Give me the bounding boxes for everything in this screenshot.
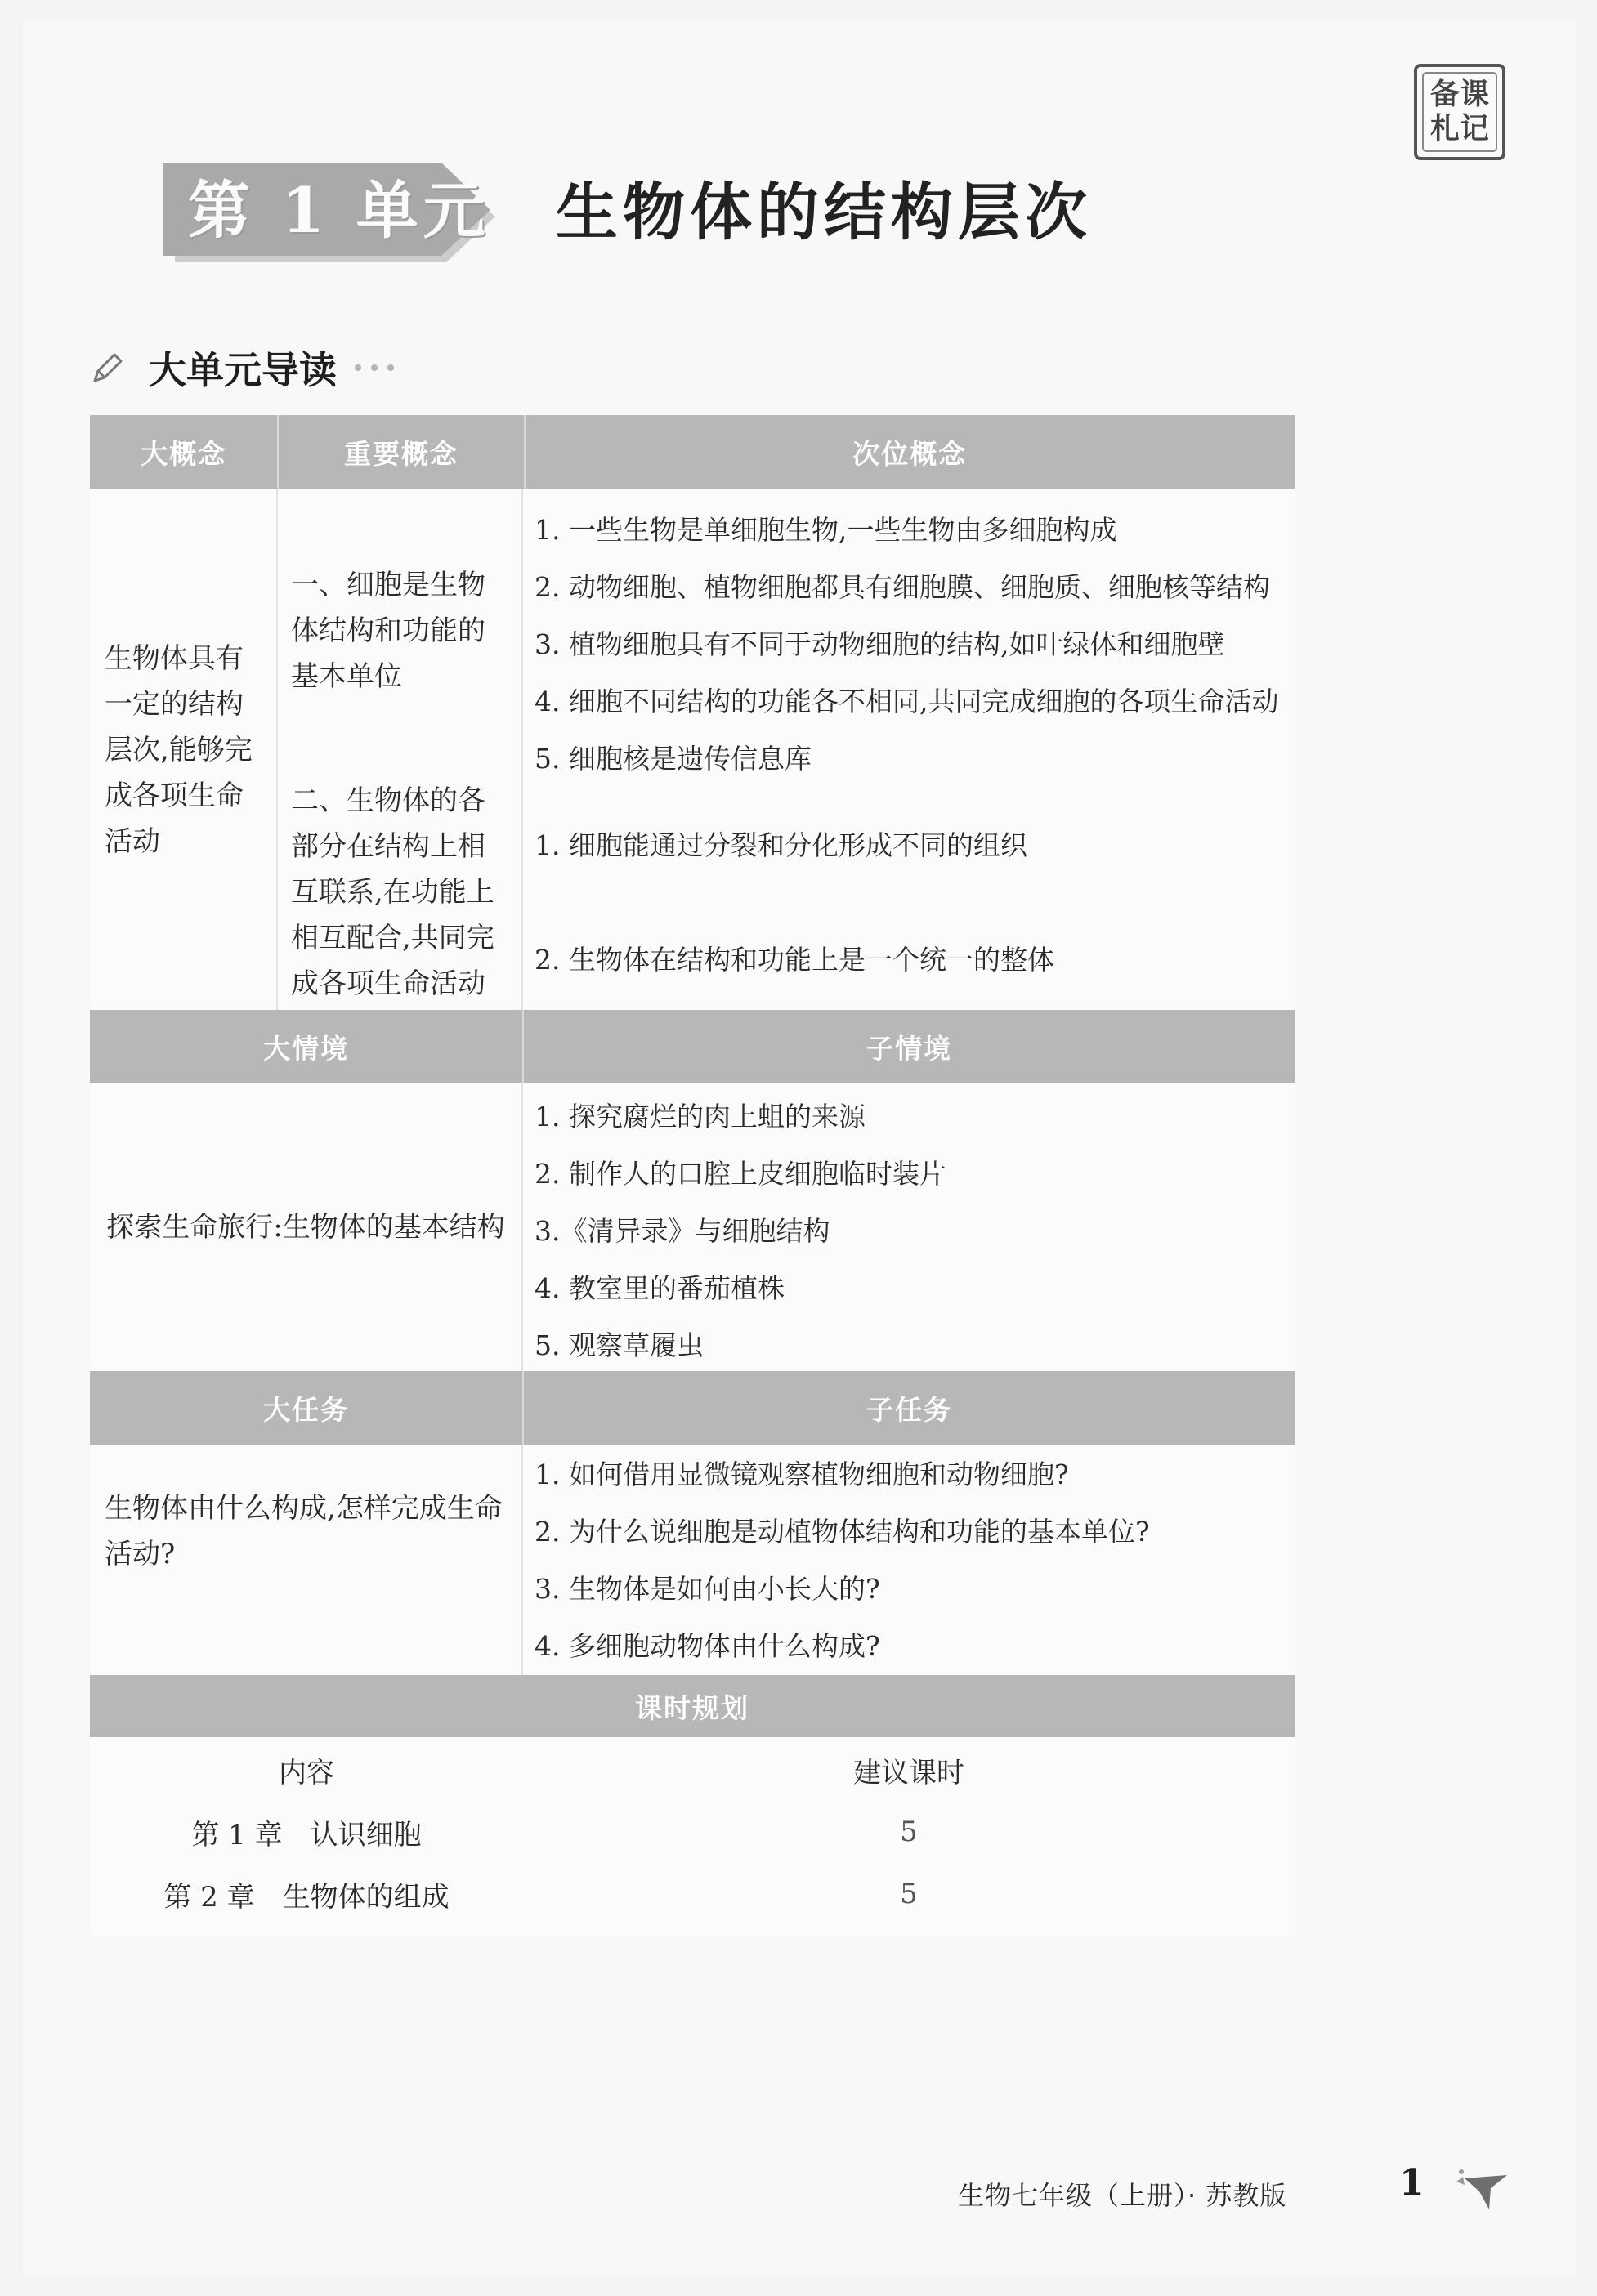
plan-col-content: 内容 bbox=[279, 1756, 334, 1789]
sub-concept-item: 3. 植物细胞具有不同于动物细胞的结构,如叶绿体和细胞壁 bbox=[535, 628, 1225, 660]
sub-concept-item: 5. 细胞核是遗传信息库 bbox=[535, 743, 812, 775]
sub-situation-item: 1. 探究腐烂的肉上蛆的来源 bbox=[535, 1101, 866, 1132]
concepts-body bbox=[90, 489, 1295, 1010]
header-big-task: 大任务 bbox=[90, 1371, 524, 1445]
sub-task-item: 1. 如何借用显微镜观察植物细胞和动物细胞? bbox=[535, 1458, 1069, 1490]
plan-body bbox=[90, 1737, 1295, 1936]
big-task-text: 生物体由什么构成,怎样完成生命活动? bbox=[105, 1492, 503, 1570]
sub-task-item: 4. 多细胞动物体由什么构成? bbox=[535, 1630, 880, 1662]
sub-concept-item: 1. 一些生物是单细胞生物,一些生物由多细胞构成 bbox=[535, 514, 1117, 546]
header-sub-concept: 次位概念 bbox=[852, 437, 968, 470]
header-important-concept: 重要概念 bbox=[279, 415, 525, 489]
sub-situations-cell bbox=[523, 1083, 1295, 1371]
sub-concept-item: 1. 细胞能通过分裂和分化形成不同的组织 bbox=[535, 829, 1027, 861]
big-task-cell bbox=[90, 1445, 523, 1675]
big-situation-text: 探索生命旅行:生物体的基本结构 bbox=[106, 1211, 505, 1244]
sub-task-item: 3. 生物体是如何由小长大的? bbox=[535, 1573, 880, 1605]
big-concept-text: 生物体具有一定的结构层次,能够完成各项生命活动 bbox=[105, 642, 253, 858]
plan-header-label: 课时规划 bbox=[635, 1691, 749, 1724]
sub-task-item: 2. 为什么说细胞是动植物体结构和功能的基本单位? bbox=[535, 1516, 1150, 1548]
sub-concept-item: 2. 生物体在结构和功能上是一个统一的整体 bbox=[535, 944, 1054, 976]
big-concept-cell bbox=[90, 489, 278, 1010]
notes-badge-line2: 札记 bbox=[1429, 112, 1489, 145]
important-concepts-cell bbox=[278, 489, 523, 1010]
plan-row-content: 第 2 章 生物体的组成 bbox=[163, 1880, 450, 1914]
plan-row-hours: 5 bbox=[900, 1816, 918, 1848]
sub-concepts-cell bbox=[523, 489, 1295, 1010]
pencil-icon bbox=[90, 350, 126, 386]
sub-situation-item: 3.《清异录》与细胞结构 bbox=[535, 1215, 830, 1247]
sub-concept-item: 4. 细胞不同结构的功能各不相同,共同完成细胞的各项生命活动 bbox=[535, 686, 1279, 717]
plan-header bbox=[90, 1675, 1295, 1737]
sub-situation-item: 5. 观察草履虫 bbox=[535, 1329, 704, 1361]
sub-tasks-cell bbox=[523, 1445, 1295, 1675]
unit-overview-table bbox=[90, 415, 1295, 1936]
notes-badge-line1: 备课 bbox=[1429, 78, 1489, 111]
plan-row bbox=[90, 1801, 1295, 1863]
heading-dots bbox=[355, 364, 394, 371]
plan-row-hours: 5 bbox=[900, 1878, 918, 1910]
sub-situation-item: 4. 教室里的番茄植株 bbox=[535, 1272, 785, 1304]
situations-header bbox=[90, 1010, 1295, 1083]
header-big-concept: 大概念 bbox=[90, 415, 279, 489]
tasks-header bbox=[90, 1371, 1295, 1445]
corner-deco-icon bbox=[1453, 2167, 1510, 2216]
plan-row bbox=[90, 1863, 1295, 1925]
important-concept-1: 一、细胞是生物体结构和功能的基本单位 bbox=[291, 569, 485, 693]
section-heading bbox=[90, 335, 394, 400]
unit-title: 生物体的结构层次 bbox=[556, 176, 1092, 248]
sub-situation-item: 2. 制作人的口腔上皮细胞临时装片 bbox=[535, 1158, 946, 1190]
plan-col-hours: 建议课时 bbox=[853, 1756, 964, 1789]
plan-row-content: 第 1 章 认识细胞 bbox=[191, 1818, 422, 1852]
big-situation-cell bbox=[90, 1083, 523, 1371]
sub-concept-item: 2. 动物细胞、植物细胞都具有细胞膜、细胞质、细胞核等结构 bbox=[535, 571, 1270, 603]
page-number: 1 bbox=[1399, 2162, 1425, 2204]
header-big-situation: 大情境 bbox=[90, 1010, 524, 1083]
header-sub-task: 子任务 bbox=[866, 1393, 953, 1426]
footer-book-title: 生物七年级（上册）· 苏教版 bbox=[958, 2180, 1287, 2211]
header-sub-situation: 子情境 bbox=[866, 1032, 953, 1065]
plan-column-headers bbox=[90, 1739, 1295, 1801]
concepts-header bbox=[90, 415, 1295, 489]
unit-banner bbox=[163, 151, 515, 274]
unit-label: 第 1 单元 bbox=[188, 174, 490, 247]
tasks-body bbox=[90, 1445, 1295, 1675]
important-concept-2: 二、生物体的各部分在结构上相互联系,在功能上相互配合,共同完成各项生命活动 bbox=[291, 784, 494, 1000]
notes-badge bbox=[1414, 64, 1505, 160]
situations-body bbox=[90, 1083, 1295, 1371]
section-title: 大单元导读 bbox=[149, 348, 337, 392]
